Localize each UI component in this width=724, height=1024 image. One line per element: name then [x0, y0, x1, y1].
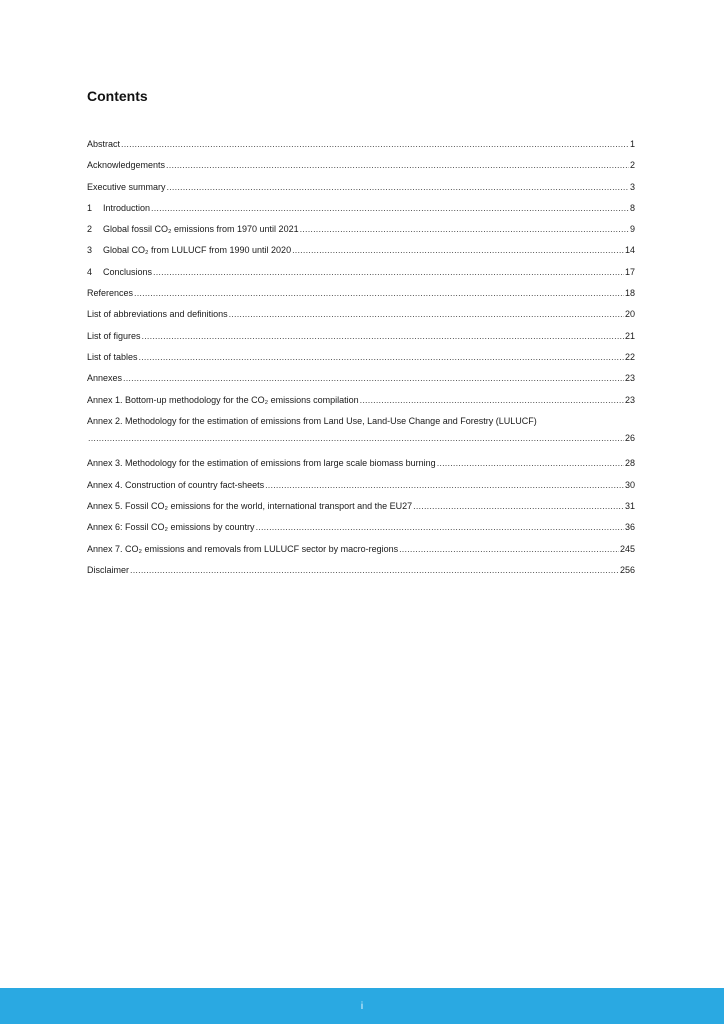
toc-title: References	[87, 288, 134, 299]
toc-page: 23	[624, 373, 635, 384]
toc-title: List of tables	[87, 351, 138, 362]
toc-section-number: 1	[87, 202, 93, 213]
toc-entry-disclaimer[interactable]	[87, 563, 635, 584]
toc-leader-dots	[88, 431, 624, 445]
toc-page: 31	[624, 501, 635, 512]
toc-title: Annex 4. Construction of country fact-sheets	[87, 479, 265, 490]
toc-leader-dots	[123, 371, 624, 385]
toc-leader-dots	[167, 180, 629, 194]
toc-title: List of figures	[87, 330, 141, 341]
toc-page: 1	[629, 139, 635, 149]
toc-page: 256	[619, 564, 635, 575]
toc-leader-dots	[437, 456, 624, 470]
toc-page: 22	[624, 351, 635, 362]
toc-entry-annexes[interactable]	[87, 371, 635, 392]
toc-entry-annex-4[interactable]	[87, 478, 635, 499]
toc-entry-annex-1[interactable]	[87, 393, 635, 414]
toc-entry-introduction[interactable]	[87, 201, 635, 222]
toc-title: Global CO₂ from LULUCF from 1990 until 2020	[103, 245, 292, 256]
toc-entry-executive-summary[interactable]	[87, 180, 635, 201]
toc-page: 26	[624, 432, 635, 443]
toc-leader-dots	[151, 201, 629, 215]
toc-section-number: 2	[87, 224, 93, 235]
footer-page-number: i	[360, 1001, 364, 1012]
toc-section-number: 4	[87, 266, 93, 277]
toc-leader-dots	[399, 542, 619, 556]
toc-title: Annexes	[87, 373, 123, 384]
toc-page: 245	[619, 543, 635, 554]
toc-entry-abbreviations[interactable]	[87, 307, 635, 328]
toc-title: Annex 2. Methodology for the estimation of emissions from Land Use, Land-Use Change and Forestry (LULUCF)	[87, 415, 537, 426]
toc-title: List of abbreviations and definitions	[87, 309, 228, 320]
toc-page: 8	[629, 202, 635, 213]
toc-leader-dots	[142, 329, 624, 343]
toc-page: 36	[624, 522, 635, 533]
toc-title: Introduction	[103, 202, 151, 213]
toc-title: Annex 5. Fossil CO₂ emissions for the world, international transport and the EU27	[87, 501, 413, 512]
toc-leader-dots	[265, 478, 624, 492]
toc-page: 2	[629, 160, 635, 171]
toc-title: Annex 7. CO₂ emissions and removals from LULUCF sector by macro-regions	[87, 543, 399, 554]
toc-page: 21	[624, 330, 635, 341]
toc-page: 14	[624, 245, 635, 256]
toc-title: Conclusions	[103, 266, 153, 277]
toc-entry-conclusions[interactable]	[87, 265, 635, 286]
table-of-contents	[87, 137, 635, 584]
toc-page: 3	[629, 181, 635, 192]
toc-title: Disclaimer	[87, 564, 130, 575]
toc-leader-dots	[153, 265, 624, 279]
toc-entry-references[interactable]	[87, 286, 635, 307]
toc-entry-abstract[interactable]	[87, 137, 635, 158]
toc-title: Abstract	[87, 139, 121, 149]
toc-leader-dots	[413, 499, 624, 513]
toc-page: 23	[624, 394, 635, 405]
toc-leader-dots	[130, 563, 619, 577]
toc-leader-dots	[256, 520, 624, 534]
toc-page: 28	[624, 458, 635, 469]
toc-entry-annex-3[interactable]	[87, 456, 635, 477]
toc-title: Executive summary	[87, 181, 166, 192]
toc-leader-dots	[229, 307, 624, 321]
toc-leader-dots	[139, 350, 624, 364]
toc-entry-annex-7[interactable]	[87, 542, 635, 563]
toc-entry-list-of-figures[interactable]	[87, 329, 635, 350]
toc-page: 18	[624, 288, 635, 299]
toc-leader-dots	[300, 222, 629, 236]
toc-page: 9	[629, 224, 635, 235]
toc-entry-annex-2[interactable]	[87, 414, 635, 457]
toc-entry-acknowledgements[interactable]	[87, 158, 635, 179]
toc-section-number: 3	[87, 245, 93, 256]
toc-page: 17	[624, 266, 635, 277]
toc-title: Acknowledgements	[87, 160, 166, 171]
toc-entry-annex-6[interactable]	[87, 520, 635, 541]
toc-entry-global-fossil-co2[interactable]	[87, 222, 635, 243]
toc-leader-dots	[134, 286, 624, 300]
toc-entry-list-of-tables[interactable]	[87, 350, 635, 371]
toc-title: Annex 3. Methodology for the estimation of emissions from large scale biomass burning	[87, 458, 436, 469]
toc-leader-dots	[292, 243, 624, 257]
toc-title: Annex 6: Fossil CO₂ emissions by country	[87, 522, 255, 533]
toc-page: 30	[624, 479, 635, 490]
toc-title: Global fossil CO₂ emissions from 1970 until 2021	[103, 224, 299, 235]
toc-leader-dots	[360, 393, 624, 407]
toc-page: 20	[624, 309, 635, 320]
toc-entry-global-co2-lulucf[interactable]	[87, 243, 635, 264]
toc-entry-annex-5[interactable]	[87, 499, 635, 520]
page-title: Contents	[87, 88, 148, 104]
toc-title: Annex 1. Bottom-up methodology for the CO₂ emissions compilation	[87, 394, 359, 405]
toc-leader-dots	[121, 137, 629, 151]
toc-leader-dots	[166, 158, 629, 172]
